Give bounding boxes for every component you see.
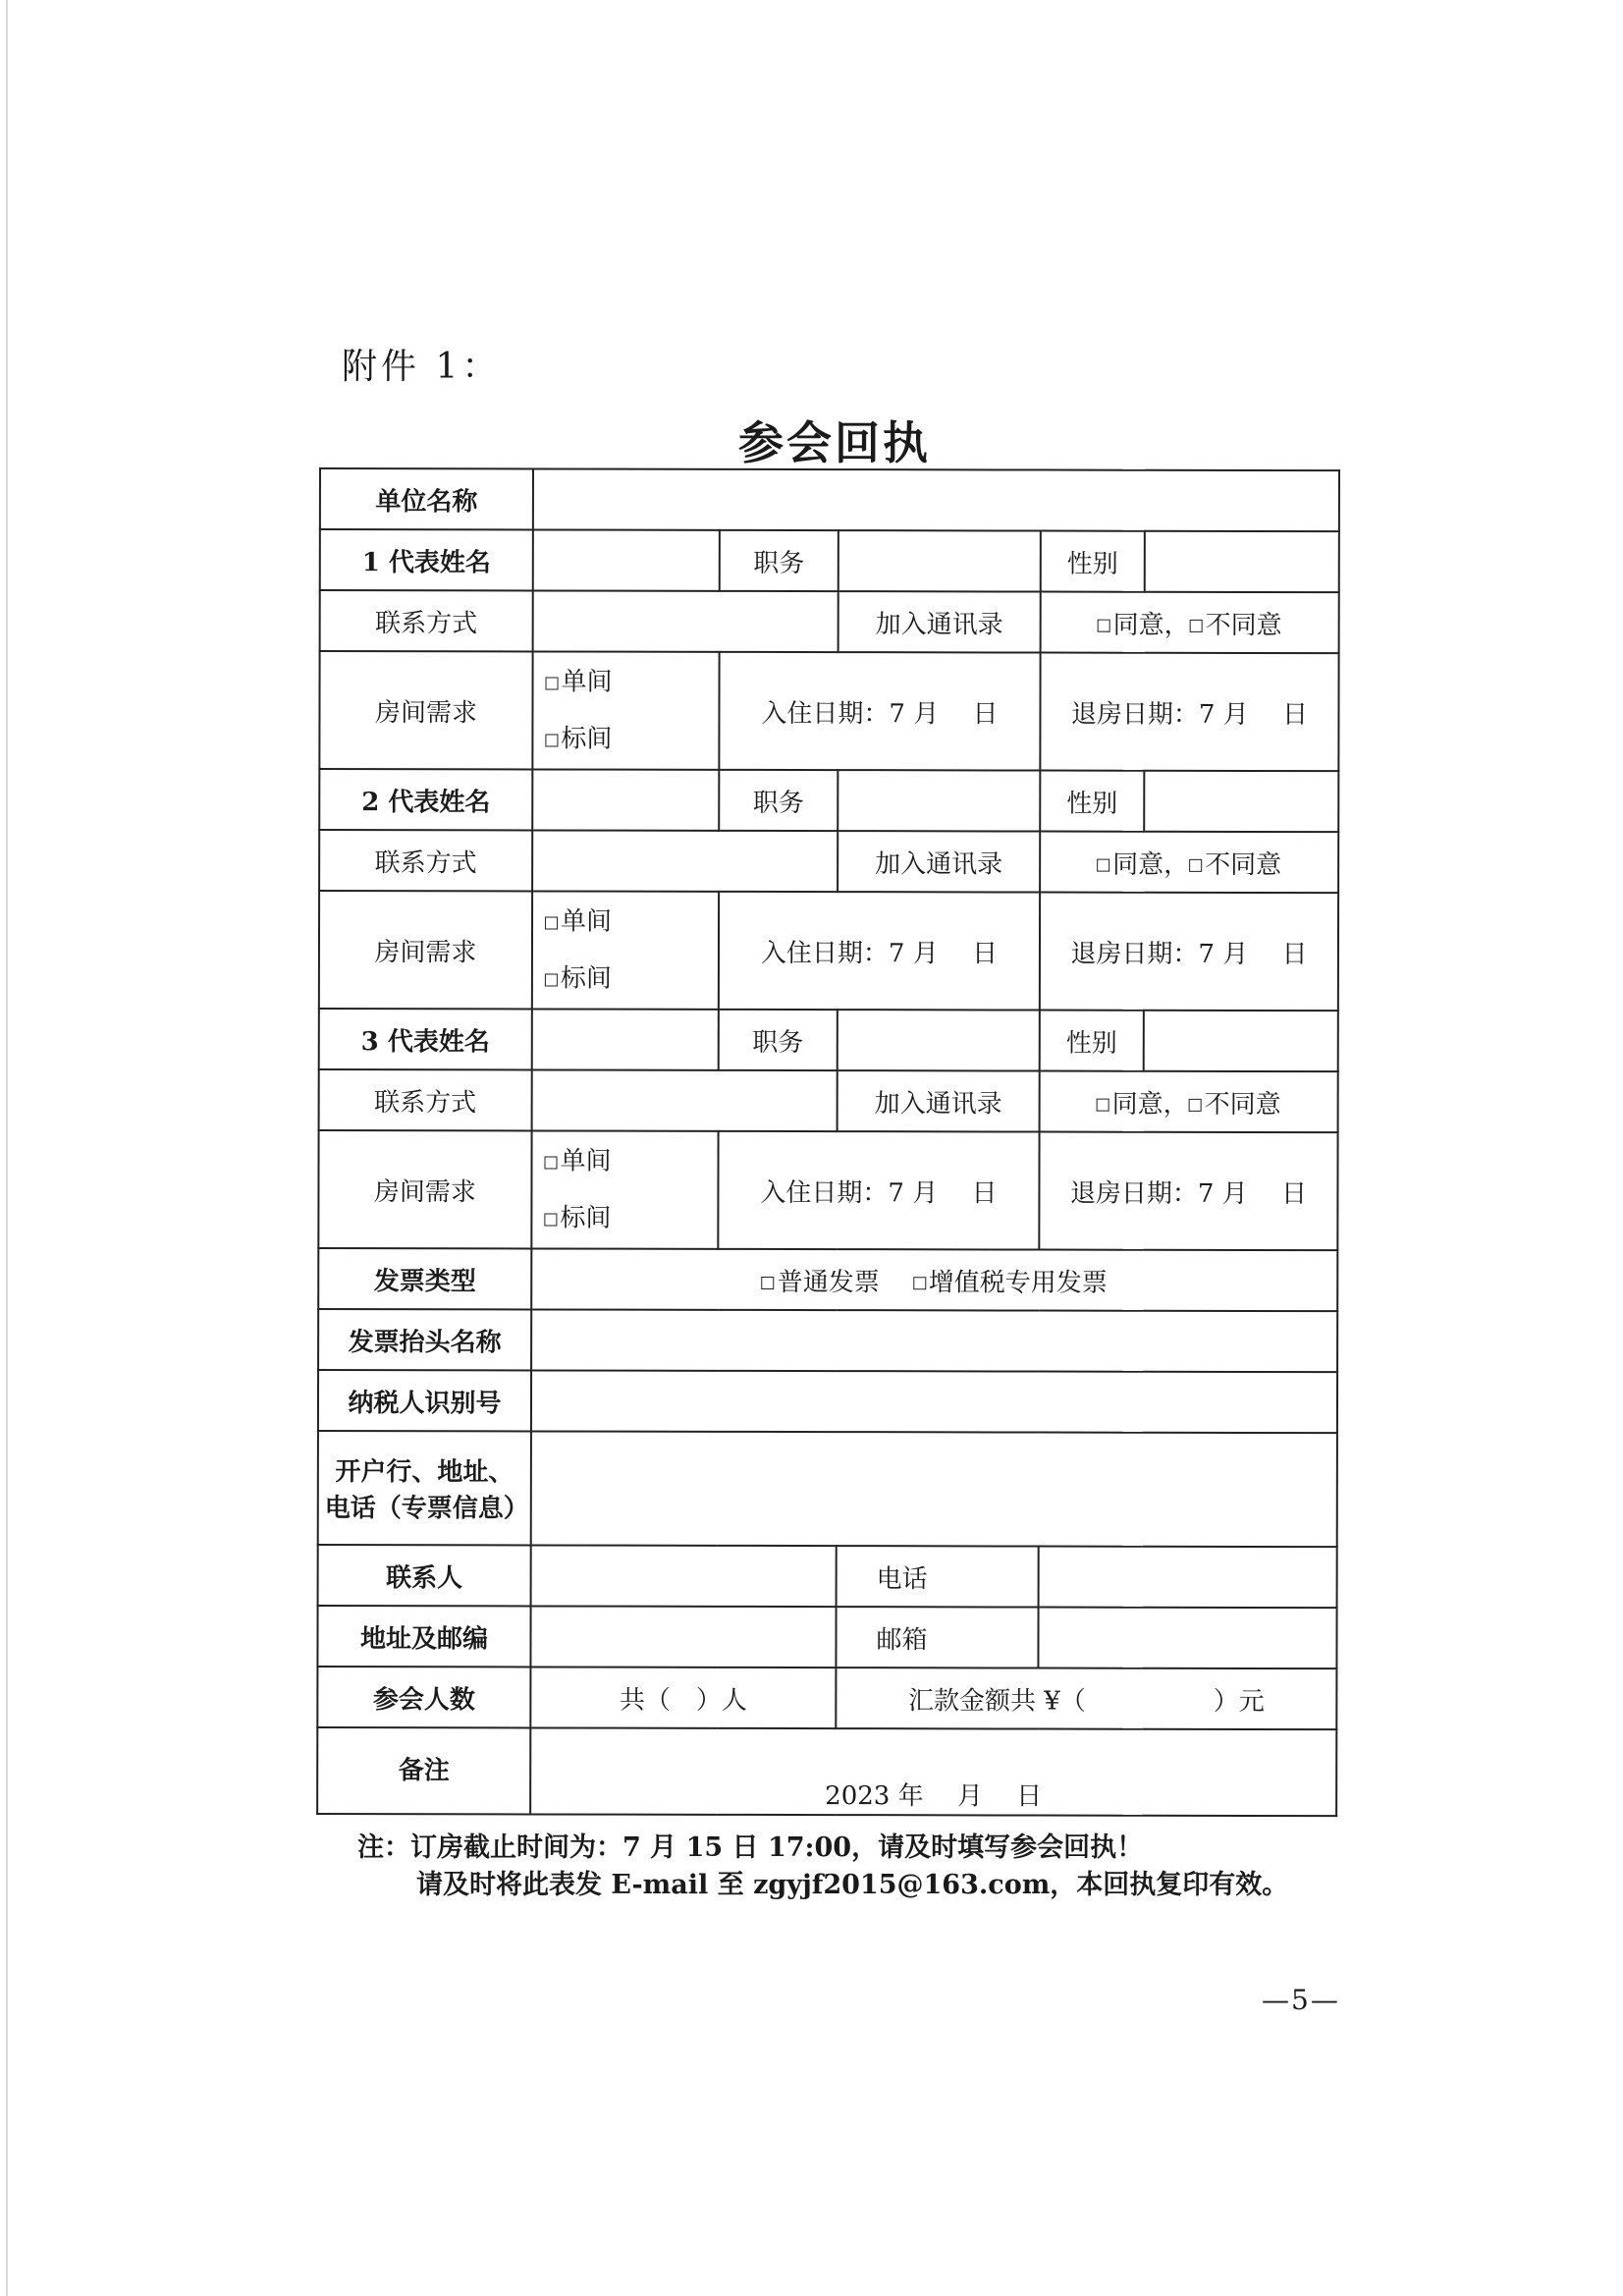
delegate-name-row xyxy=(319,1009,1338,1071)
checkout-date[interactable]: 退房日期：7 月 日 xyxy=(1040,653,1338,772)
remittance-amount[interactable]: 汇款金额共 ¥（ ）元 xyxy=(836,1667,1336,1729)
gender-field[interactable] xyxy=(1144,1011,1338,1071)
position-label: 职务 xyxy=(719,1010,838,1070)
standard-room-option: 标间 xyxy=(560,963,612,994)
invoice-title-row xyxy=(318,1309,1337,1372)
directory-choice xyxy=(1040,832,1338,894)
page-edge-line xyxy=(6,0,8,2296)
disagree-checkbox-icon[interactable] xyxy=(1189,1099,1202,1112)
disagree-checkbox-icon[interactable] xyxy=(1189,859,1202,872)
taxpayer-id-label: 纳税人识别号 xyxy=(318,1370,531,1431)
contact-label: 联系方式 xyxy=(319,1069,532,1130)
taxpayer-id-row xyxy=(318,1370,1337,1433)
agree-checkbox-icon[interactable] xyxy=(1097,1099,1109,1112)
agree-option: 同意， xyxy=(1112,610,1190,640)
agree-checkbox-icon[interactable] xyxy=(1097,859,1109,872)
remarks-label: 备注 xyxy=(317,1727,530,1814)
bank-info-label xyxy=(318,1431,531,1545)
page-title: 参会回执 xyxy=(738,416,931,469)
normal-invoice-option: 普通发票 xyxy=(777,1267,880,1297)
delegate-section-2 xyxy=(319,769,1339,1011)
contact-field[interactable] xyxy=(532,830,838,892)
agree-option: 同意， xyxy=(1112,849,1190,880)
delegate-name-label: 2 代表姓名 xyxy=(319,769,532,830)
standard-room-checkbox-icon[interactable] xyxy=(544,1213,557,1226)
email-instruction-note: 请及时将此表发 E-mail 至 zgyjf2015@163.com，本回执复印有效。 xyxy=(416,1870,1289,1900)
email-label: 邮箱 xyxy=(836,1607,1038,1667)
registration-form-table xyxy=(316,467,1340,1817)
checkin-date[interactable]: 入住日期：7 月 日 xyxy=(719,652,1040,771)
delegate-contact-row xyxy=(320,590,1339,653)
checkout-date[interactable]: 退房日期：7 月 日 xyxy=(1040,893,1338,1011)
invoice-type-label: 发票类型 xyxy=(318,1248,531,1309)
taxpayer-id-field[interactable] xyxy=(531,1370,1337,1433)
contact-person-field[interactable] xyxy=(531,1545,837,1607)
single-room-checkbox-icon[interactable] xyxy=(545,916,558,929)
gender-field[interactable] xyxy=(1144,771,1338,832)
room-type-cell xyxy=(532,651,719,769)
disagree-option: 不同意 xyxy=(1204,1089,1281,1120)
checkin-date[interactable]: 入住日期：7 月 日 xyxy=(718,1131,1039,1250)
bank-info-label-line2: 电话（专票信息） xyxy=(324,1494,529,1524)
gender-label: 性别 xyxy=(1041,531,1145,592)
standard-room-option: 标间 xyxy=(561,724,613,754)
disagree-option: 不同意 xyxy=(1205,610,1282,640)
standard-room-checkbox-icon[interactable] xyxy=(545,973,558,986)
position-label: 职务 xyxy=(720,530,839,591)
delegate-name-row xyxy=(319,769,1338,832)
checkin-date[interactable]: 入住日期：7 月 日 xyxy=(719,892,1040,1011)
address-label: 地址及邮编 xyxy=(317,1606,530,1667)
delegate-name-field[interactable] xyxy=(532,1009,719,1069)
phone-field[interactable] xyxy=(1039,1547,1337,1609)
contact-person-label: 联系人 xyxy=(318,1545,531,1606)
directory-label: 加入通讯录 xyxy=(838,831,1040,892)
date-line: 2023 年 月 日 xyxy=(825,1780,1043,1812)
delegate-room-row xyxy=(319,891,1338,1011)
delegate-contact-row xyxy=(319,830,1338,893)
position-field[interactable] xyxy=(839,530,1041,591)
room-label: 房间需求 xyxy=(319,651,532,769)
room-label: 房间需求 xyxy=(318,1130,531,1248)
delegate-name-label: 1 代表姓名 xyxy=(320,529,533,590)
invoice-title-field[interactable] xyxy=(531,1309,1337,1372)
address-field[interactable] xyxy=(530,1606,836,1667)
vat-invoice-option: 增值税专用发票 xyxy=(928,1267,1108,1298)
unit-name-field[interactable] xyxy=(533,468,1339,531)
directory-label: 加入通讯录 xyxy=(838,1070,1040,1131)
bank-info-field[interactable] xyxy=(531,1431,1337,1547)
bank-info-label-line1: 开户行、地址、 xyxy=(335,1457,514,1488)
position-label: 职务 xyxy=(719,770,838,831)
delegate-name-field[interactable] xyxy=(533,529,720,590)
notes-block xyxy=(357,1830,1288,1904)
single-room-option: 单间 xyxy=(561,906,613,937)
attendees-row xyxy=(317,1667,1336,1729)
standard-room-option: 标间 xyxy=(560,1203,612,1233)
gender-label: 性别 xyxy=(1040,771,1144,832)
attachment-label: 附件 1： xyxy=(342,347,502,387)
invoice-type-choice xyxy=(531,1248,1337,1311)
invoice-type-row xyxy=(318,1248,1337,1311)
unit-name-row xyxy=(320,468,1339,531)
booking-deadline-note: 注：订房截止时间为：7 月 15 日 17:00，请及时填写参会回执！ xyxy=(357,1832,1144,1863)
disagree-option: 不同意 xyxy=(1205,849,1282,880)
agree-option: 同意， xyxy=(1111,1089,1189,1120)
standard-room-checkbox-icon[interactable] xyxy=(545,734,558,746)
directory-choice xyxy=(1040,1071,1338,1133)
vat-invoice-checkbox-icon[interactable] xyxy=(913,1277,926,1289)
disagree-checkbox-icon[interactable] xyxy=(1190,620,1203,632)
delegate-section-3 xyxy=(318,1009,1338,1250)
address-row xyxy=(317,1606,1336,1668)
contact-label: 联系方式 xyxy=(320,590,533,651)
position-field[interactable] xyxy=(838,770,1040,831)
delegate-name-row xyxy=(320,529,1339,592)
agree-checkbox-icon[interactable] xyxy=(1098,620,1110,632)
single-room-checkbox-icon[interactable] xyxy=(545,1156,558,1169)
single-room-checkbox-icon[interactable] xyxy=(546,677,559,689)
email-field[interactable] xyxy=(1038,1608,1336,1669)
checkout-date[interactable]: 退房日期：7 月 日 xyxy=(1039,1132,1337,1251)
invoice-title-label: 发票抬头名称 xyxy=(318,1309,531,1370)
directory-choice xyxy=(1041,592,1339,654)
delegate-name-label: 3 代表姓名 xyxy=(319,1009,532,1069)
contact-label: 联系方式 xyxy=(319,830,532,891)
remarks-field[interactable] xyxy=(530,1727,1336,1816)
page-number: —5— xyxy=(1262,1984,1340,2016)
single-room-option: 单间 xyxy=(560,1146,612,1176)
contact-field[interactable] xyxy=(532,1069,838,1131)
room-type-cell xyxy=(531,1130,718,1248)
gender-field[interactable] xyxy=(1145,531,1339,592)
gender-label: 性别 xyxy=(1040,1011,1144,1071)
contact-person-row xyxy=(318,1545,1337,1608)
phone-label: 电话 xyxy=(837,1546,1039,1607)
delegate-section-1 xyxy=(319,529,1339,771)
delegate-room-row xyxy=(319,651,1338,771)
attendees-label: 参会人数 xyxy=(317,1667,530,1727)
single-room-option: 单间 xyxy=(561,667,613,697)
delegate-contact-row xyxy=(319,1069,1338,1132)
delegate-name-field[interactable] xyxy=(532,769,719,830)
room-label: 房间需求 xyxy=(319,891,532,1009)
attendees-count[interactable]: 共（ ）人 xyxy=(530,1667,836,1728)
directory-label: 加入通讯录 xyxy=(839,591,1041,652)
delegate-room-row xyxy=(318,1130,1337,1250)
bank-info-row xyxy=(318,1431,1337,1547)
room-type-cell xyxy=(532,891,719,1009)
unit-name-label: 单位名称 xyxy=(320,468,533,529)
remarks-row xyxy=(317,1727,1336,1816)
normal-invoice-checkbox-icon[interactable] xyxy=(762,1277,775,1289)
position-field[interactable] xyxy=(838,1010,1040,1070)
contact-field[interactable] xyxy=(533,590,839,652)
